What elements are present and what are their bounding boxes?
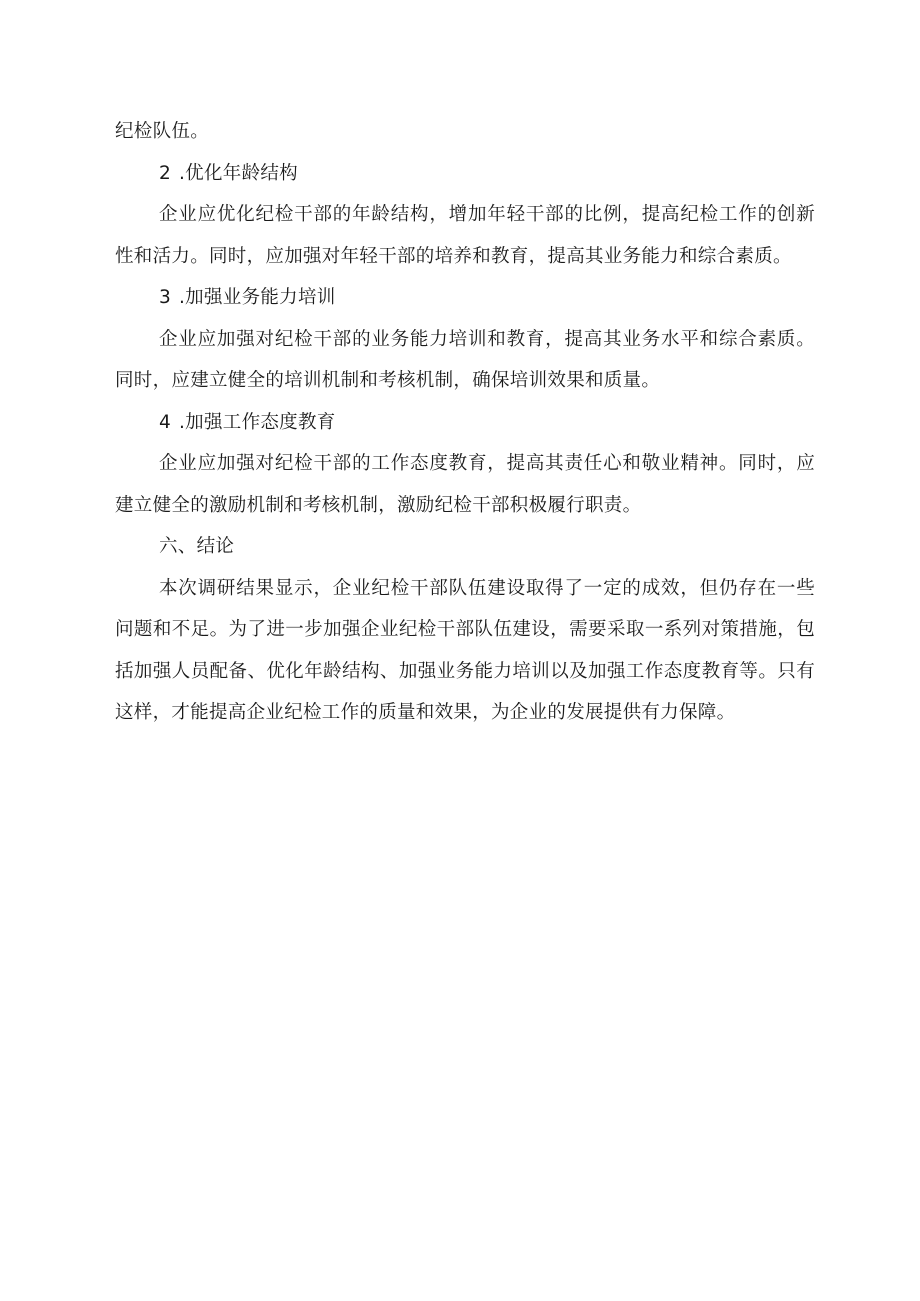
section-title: .优化年龄结构 <box>179 162 298 184</box>
section-paragraph-2: 企业应优化纪检干部的年龄结构，增加年轻干部的比例，提高纪检工作的创新性和活力。同时，应加强对年轻干部的培养和教育，提高其业务能力和综合素质。 <box>115 204 815 267</box>
section-number: 2 <box>159 162 172 184</box>
conclusion-heading: 六、结论 <box>159 536 235 557</box>
conclusion-paragraph: 本次调研结果显示，企业纪检干部队伍建设取得了一定的成效，但仍存在一些问题和不足。为了进一步加强企业纪检干部队伍建设，需要采取一系列对策措施，包括加强人员配备、优化年龄结构、加强业务能力培训以及加强工作态度教育等。只有这样，才能提高企业纪检工作的质量和效果，为企业的发展提供有力保障。 <box>115 577 815 723</box>
section-number: 3 <box>159 287 172 308</box>
section-number: 4 <box>159 411 172 433</box>
section-paragraph-4: 企业应加强对纪检干部的工作态度教育，提高其责任心和敬业精神。同时，应建立健全的激励机制和考核机制，激励纪检干部积极履行职责。 <box>115 453 815 516</box>
section-title: .加强业务能力培训 <box>179 287 336 308</box>
document-body <box>115 111 815 734</box>
section-heading-4 <box>115 402 815 444</box>
section-paragraph-3: 企业应加强对纪检干部的业务能力培训和教育，提高其业务水平和综合素质。同时，应建立健全的培训机制和考核机制，确保培训效果和质量。 <box>115 328 815 391</box>
section-heading-3 <box>115 277 815 319</box>
section-title: .加强工作态度教育 <box>179 411 336 433</box>
section-heading-2 <box>115 153 815 195</box>
intro-fragment: 纪检队伍。 <box>115 121 210 142</box>
